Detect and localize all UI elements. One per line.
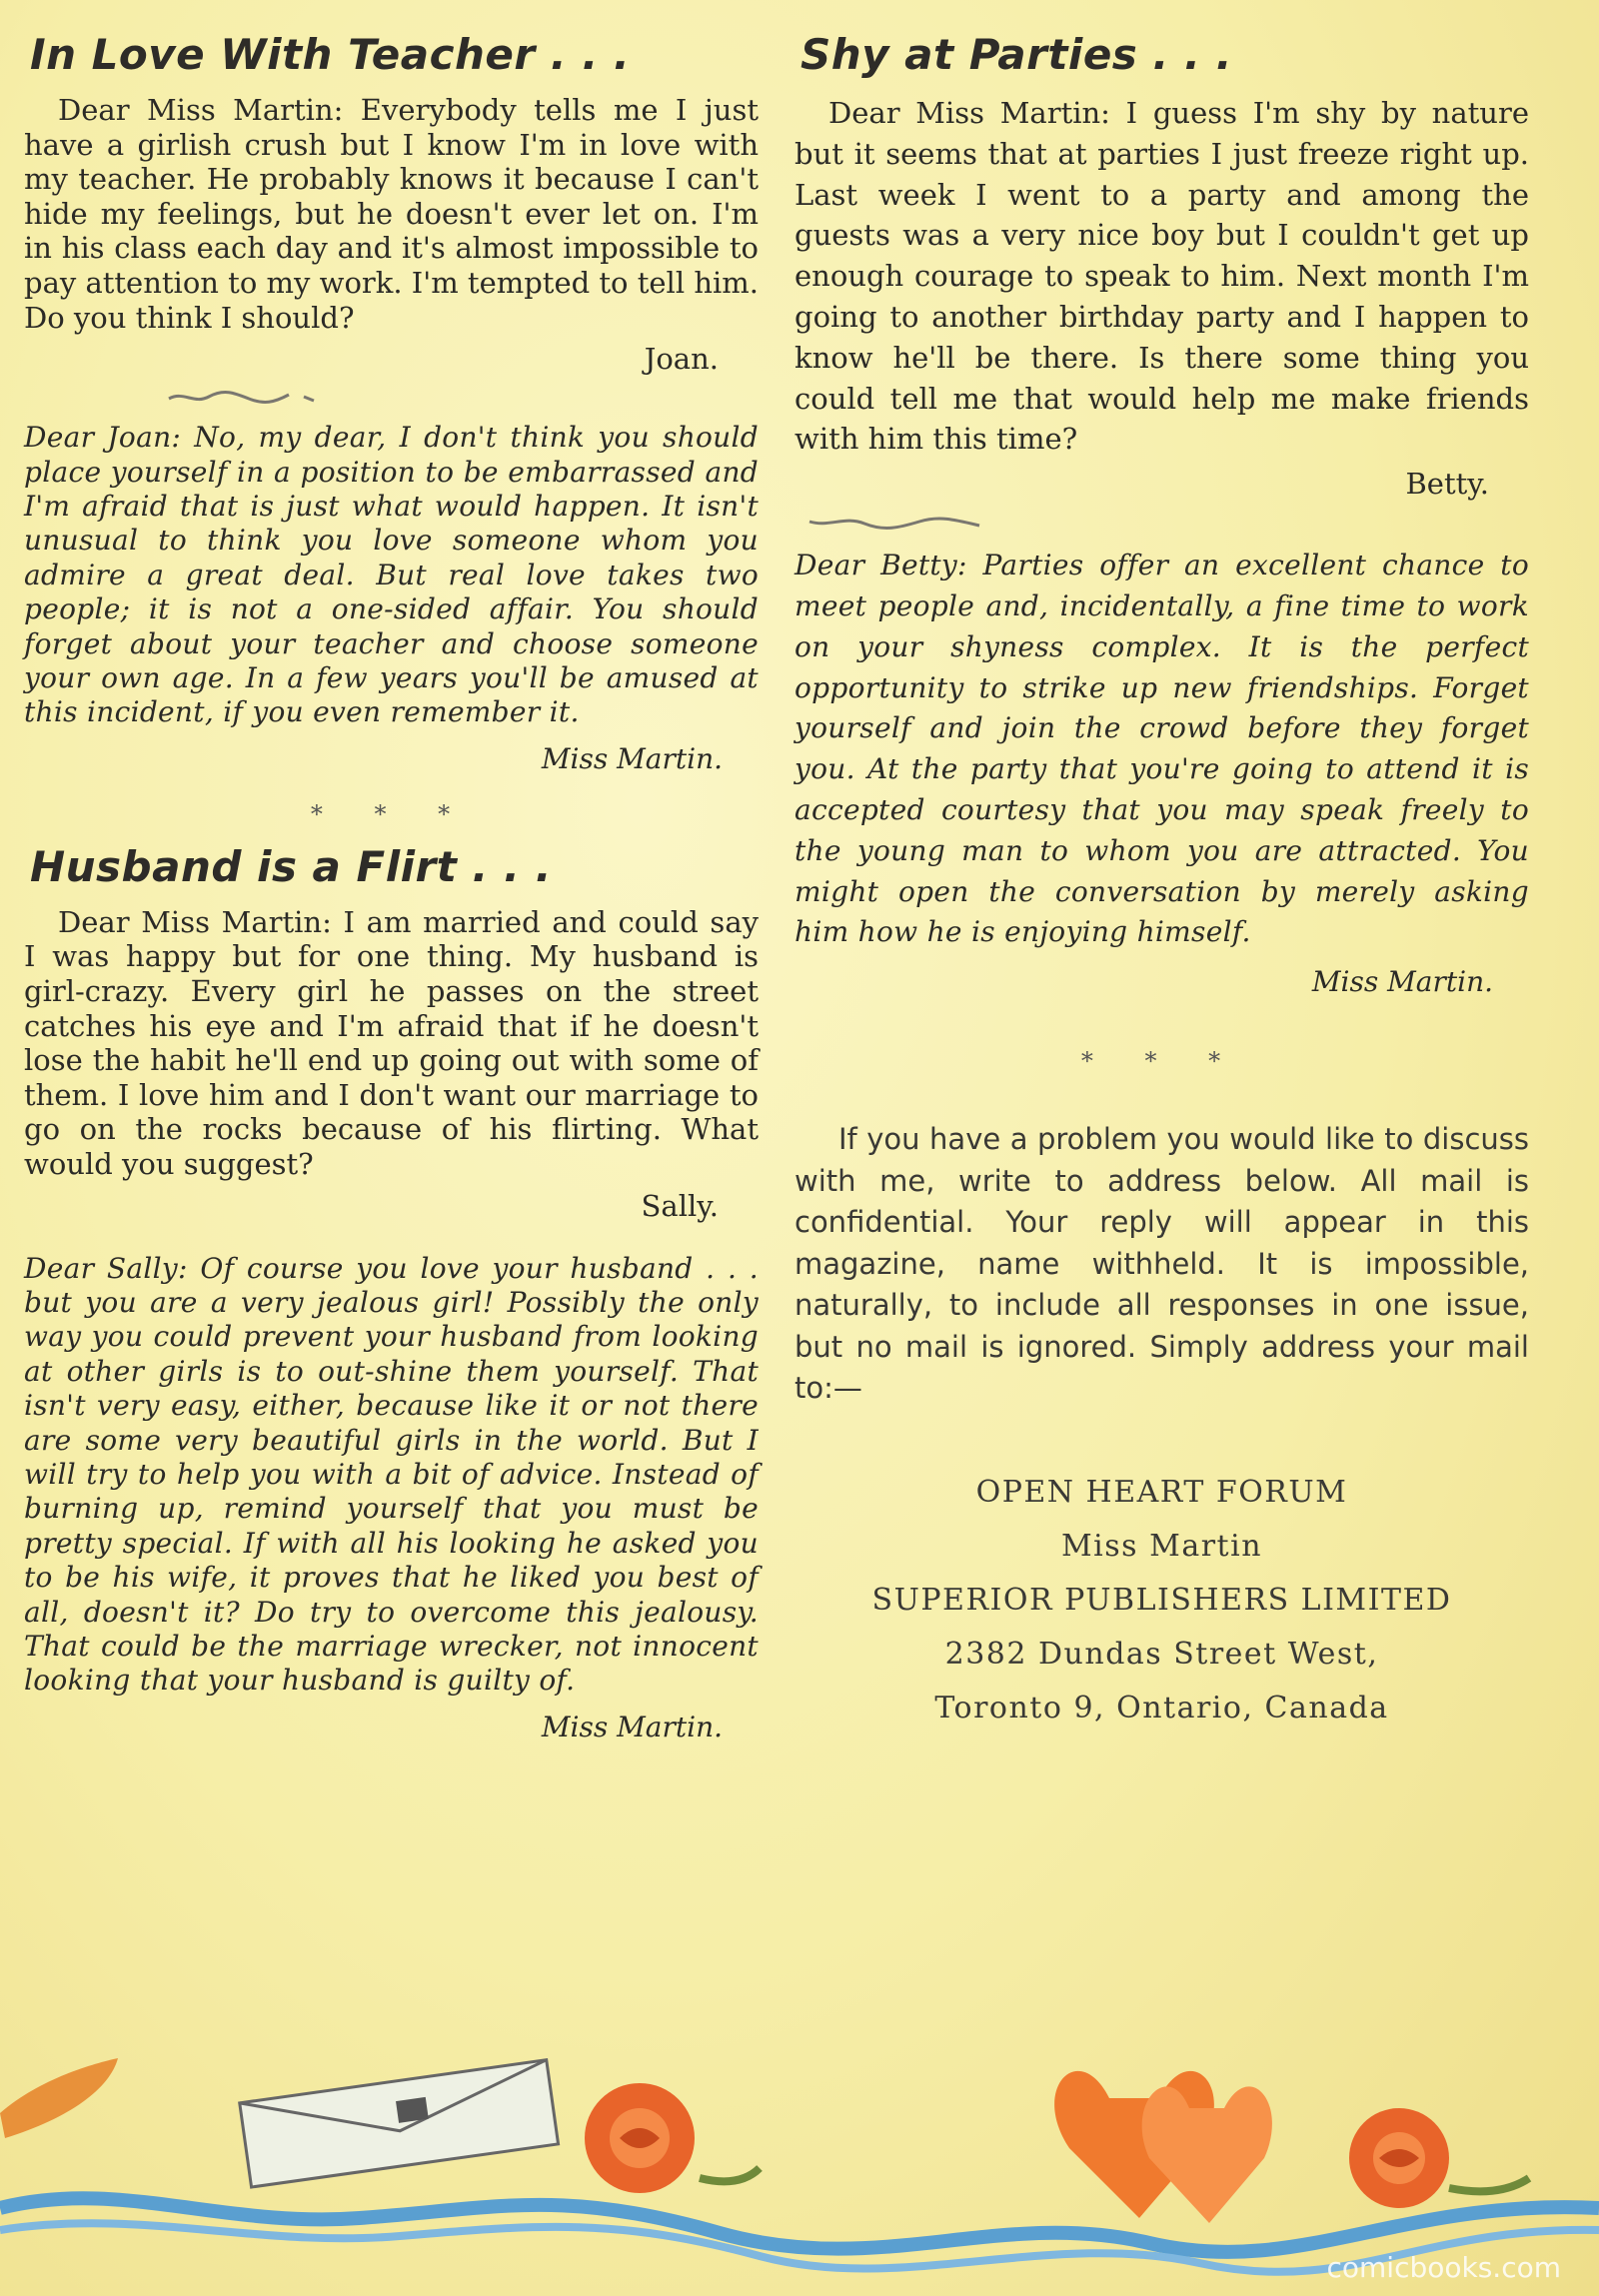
heading-parties: Shy at Parties . . . (800, 30, 1233, 79)
letter-body-parties: Dear Miss Martin: I guess I'm shy by nature but it seems that at parties I just freeze right up. Last week I went to a party and among the guests was a very nice boy but I couldn't get up enough courage to speak to him. Next month I'm going to another birthday party and I happen to know he'll be there. Is there some thing you could tell me that would help me make friends with him this time? (795, 96, 1529, 457)
reply-flirt: Dear Sally: Of course you love your husband . . . but you are a very jealous girl! Possibly the only way you could prevent your husband from looking at other girls is to out-shine them yourself. That isn't very easy, either, because like it or not there are some very beautiful girls in the world. But I will try to help you with a bit of advice. Instead of burning up, remind yourself that you must be pretty special. If with all his looking he asked you to be his wife, it proves that he liked you best of all, doesn't it? Do try to overcome this jealousy. That could be the marriage wrecker, not innocent looking that your husband is guilty of. (24, 1251, 759, 1698)
heading-teacher: In Love With Teacher . . . (30, 30, 631, 79)
address-street: 2382 Dundas Street West, (944, 1636, 1379, 1672)
reply-teacher: Dear Joan: No, my dear, I don't think you should place yourself in a position to be embarrassed and I'm afraid that is just what would happen. It isn't unusual to think you love someone whom you admire a great deal. But real love takes two people; it is not a one-sided affair. You should forget about your teacher and choose someone your own age. In a few years you'll be amused at this incident, if you even remember it. (24, 421, 759, 729)
mailing-address (795, 1466, 1529, 1735)
section-separator: * * * (1080, 1047, 1243, 1076)
rose-icon (585, 2083, 760, 2193)
signature-betty: Betty. (1405, 467, 1489, 502)
left-column (24, 22, 759, 1746)
mail-notice: If you have a problem you would like to discuss with me, write to address below. All mail is confidential. Your reply will appear in this magazine, name withheld. It is impossible, naturally, to include all responses in one issue, but no mail is ignored. Simply address your mail to:— (795, 1122, 1529, 1406)
section-separator: * * * (310, 799, 473, 828)
ribbon-icon (0, 2198, 1599, 2252)
squiggle-divider (804, 510, 1064, 536)
letter-flirt (24, 842, 759, 1746)
address-forum: OPEN HEART FORUM (975, 1474, 1348, 1510)
heading-flirt: Husband is a Flirt . . . (30, 841, 553, 891)
letter-body-flirt: Dear Miss Martin: I am married and could say I was happy but for one thing. My husband is girl-crazy. Every girl he passes on the street catches his eye and I'm afraid that if he doesn't lose the habit he'll end up going out with some of them. I love him and I don't want our marriage to go on the rocks because of his flirting. What would you suggest? (24, 904, 759, 1181)
reply-signature-flirt: Miss Martin. (541, 1710, 723, 1743)
right-column (795, 22, 1529, 1735)
heart-icon (1054, 2071, 1272, 2223)
reply-signature-teacher: Miss Martin. (541, 741, 723, 775)
address-city: Toronto 9, Ontario, Canada (934, 1690, 1389, 1725)
reply-signature-parties: Miss Martin. (1311, 965, 1493, 999)
letter-parties (795, 30, 1529, 1001)
rose-icon (1349, 2108, 1529, 2208)
signature-joan: Joan. (644, 342, 719, 377)
quill-feather-icon (0, 2058, 118, 2138)
reply-parties: Dear Betty: Parties offer an excellent chance to meet people and, incidentally, a fine time to work on your shyness complex. It is the perfect opportunity to strike up new friendships. Forget yourself and join the crowd before they forget you. At the party that you're going to attend it is accepted courtesy that you may speak freely to the young man to whom you are attracted. You might open the conversation by merely asking him how he is enjoying himself. (795, 549, 1529, 949)
signature-sally: Sally. (641, 1188, 719, 1223)
envelope-icon (240, 2060, 559, 2187)
letter-body-teacher: Dear Miss Martin: Everybody tells me I just have a girlish crush but I know I'm in love with my teacher. He probably knows it because I can't hide my feelings, but he doesn't ever let on. I'm in his class each day and it's almost impossible to pay attention to my work. I'm tempted to tell him. Do you think I should? (24, 93, 759, 335)
site-watermark: comicbooks.com (1326, 2251, 1561, 2284)
letter-teacher (24, 30, 759, 778)
squiggle-divider (164, 385, 424, 411)
address-publisher: SUPERIOR PUBLISHERS LIMITED (871, 1582, 1452, 1618)
address-name: Miss Martin (1060, 1528, 1263, 1564)
